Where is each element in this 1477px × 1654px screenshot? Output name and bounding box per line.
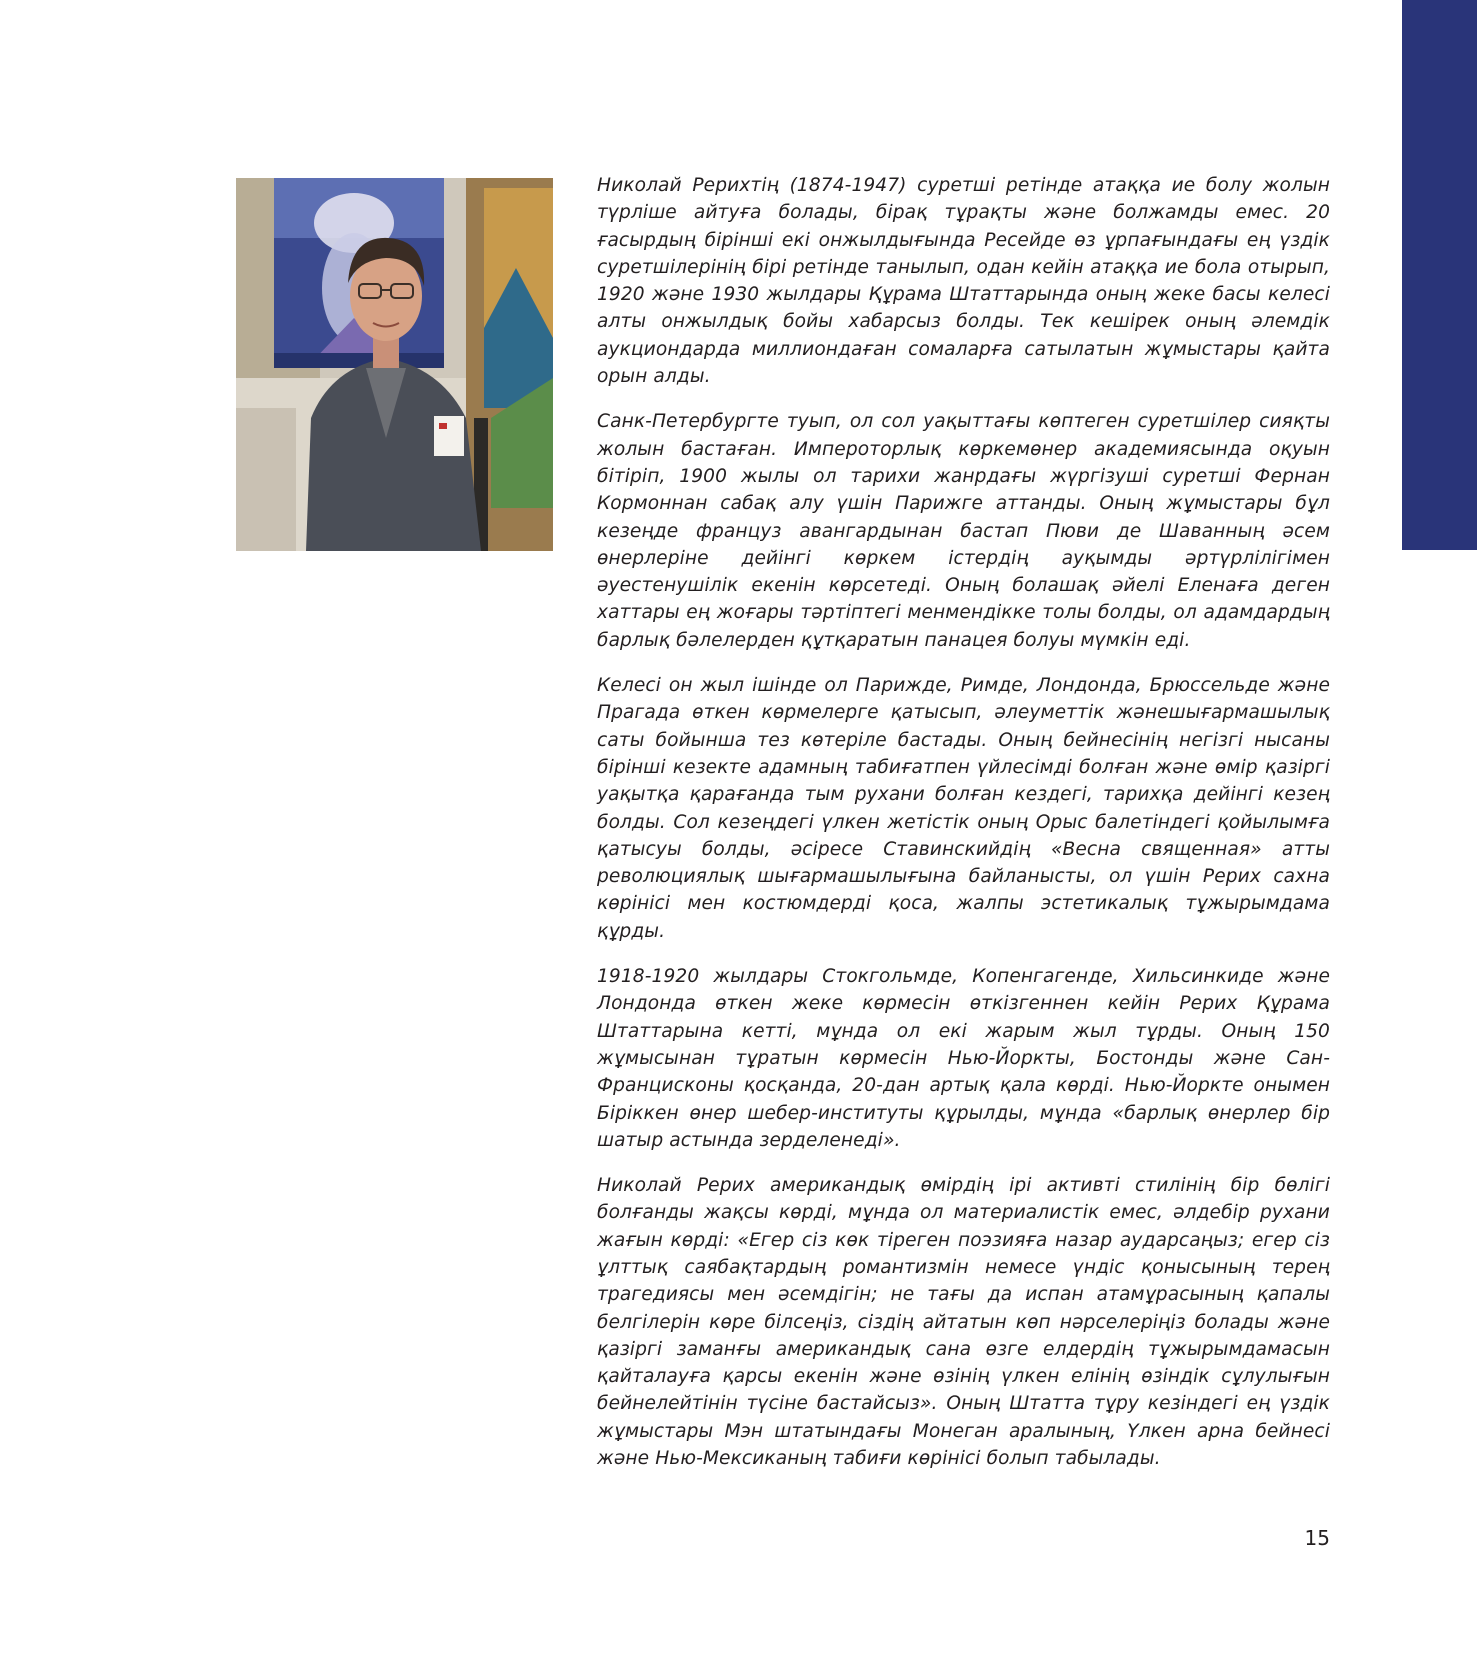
article-body <box>597 172 1330 1490</box>
paragraph: Келесі он жыл ішінде ол Парижде, Римде, Лондонда, Брюссельде және Прагада өткен көрмелерге қатысып, әлеуметтік жәнешығармашылық саты бойынша тез көтеріле бастады. Оның бейнесінің негізгі нысаны бірінші кезекте адамның табиғатпен үйлесімді болған және өмір қазіргі уақытқа қарағанда тым рухани болған кездегі, тарихқа дейінгі кезең болды. Сол кезеңдегі үлкен жетістік оның Орыс балетіндегі қойылымға қатысуы болды, әсіресе Ставинскийдің «Весна священная» атты революциялық шығармашылығына байланысты, ол үшін Рерих сахна көрінісі мен костюмдерді қоса, жалпы эстетикалық тұжырымдама құрды. <box>597 675 1330 942</box>
portrait-photo-graphic <box>236 178 553 551</box>
paragraph: Санк-Петербургте туып, ол сол уақыттағы көптеген суретшілер сияқты жолын бастаған. Импероторлық көркемөнер академиясында оқуын бітіріп, 1900 жылы ол тарихи жанрдағы жүргізуші суретші Фернан Кормоннан сабақ алу үшін Парижге аттанды. Оның жұмыстары бұл кезеңде француз авангардынан бастап Пюви де Шаванның әсем өнерлеріне дейінгі көркем істердің ауқымды әртүрлілігімен әуестенушілік екенін көрсетеді. Оның болашақ әйелі Еленаға деген хаттары ең жоғары тәртіптегі менмендікке толы болды, ол адамдардың барлық бәлелерден құтқаратын панацея болуы мүмкін еді. <box>597 411 1330 651</box>
page-number: 15 <box>1304 1526 1330 1550</box>
side-accent-bar <box>1402 0 1477 550</box>
paragraph: Николай Рерих американдық өмірдің ірі активті стилінің бір бөлігі болғанды жақсы көрді, мұнда ол материалистік емес, әлдебір рухани жағын көрді: «Егер сіз көк тіреген поэзияға назар аударсаңыз; егер сіз ұлттық саябақтардың романтизмін немесе үндіс қонысының терең трагедиясы мен әсемдігін; не тағы да испан атамұрасының қапалы белгілерін көре білсеңіз, сіздің айтатын көп нәрселеріңіз болады және қазіргі заманғы американдық сана өзге елдердің тұжырымдамасын қайталауға қарсы екенін және өзінің үлкен елінің өзіндік сұлулығын бейнелейтінін түсіне бастайсыз». Оның Штатта тұру кезіндегі ең үздік жұмыстары Мэн штатындағы Монеган аралының, Үлкен арна бейнесі және Нью-Мексиканың табиғи көрінісі болып табылады. <box>597 1175 1330 1470</box>
paragraph: 1918-1920 жылдары Стокгольмде, Копенгагенде, Хильсинкиде және Лондонда өткен жеке көрмесін өткізгеннен кейін Рерих Құрама Штаттарына кетті, мұнда ол екі жарым жыл тұрды. Оның 150 жұмысынан тұратын көрмесін Нью-Йоркты, Бостонды және Сан-Францисконы қосқанда, 20-дан артық қала көрді. Нью-Йоркте онымен Біріккен өнер шебер-институты құрылды, мұнда «барлық өнерлер бір шатыр астында зерделенеді». <box>597 966 1330 1151</box>
portrait-photo <box>236 178 553 551</box>
paragraph: Николай Рерихтің (1874-1947) суретші ретінде атаққа ие болу жолын түрліше айтуға болады, бірақ тұрақты және болжамды емес. 20 ғасырдың бірінші екі онжылдығында Ресейде өз ұрпағындағы ең үздік суретшілерінің бірі ретінде танылып, одан кейін атаққа ие бола отырып, 1920 және 1930 жылдары Құрама Штаттарында оның жеке басы келесі алты онжылдық бойы хабарсыз болды. Тек кешірек оның әлемдік аукциондарда миллиондаған сомаларға сатылатын жұмыстары қайта орын алды. <box>597 175 1330 388</box>
